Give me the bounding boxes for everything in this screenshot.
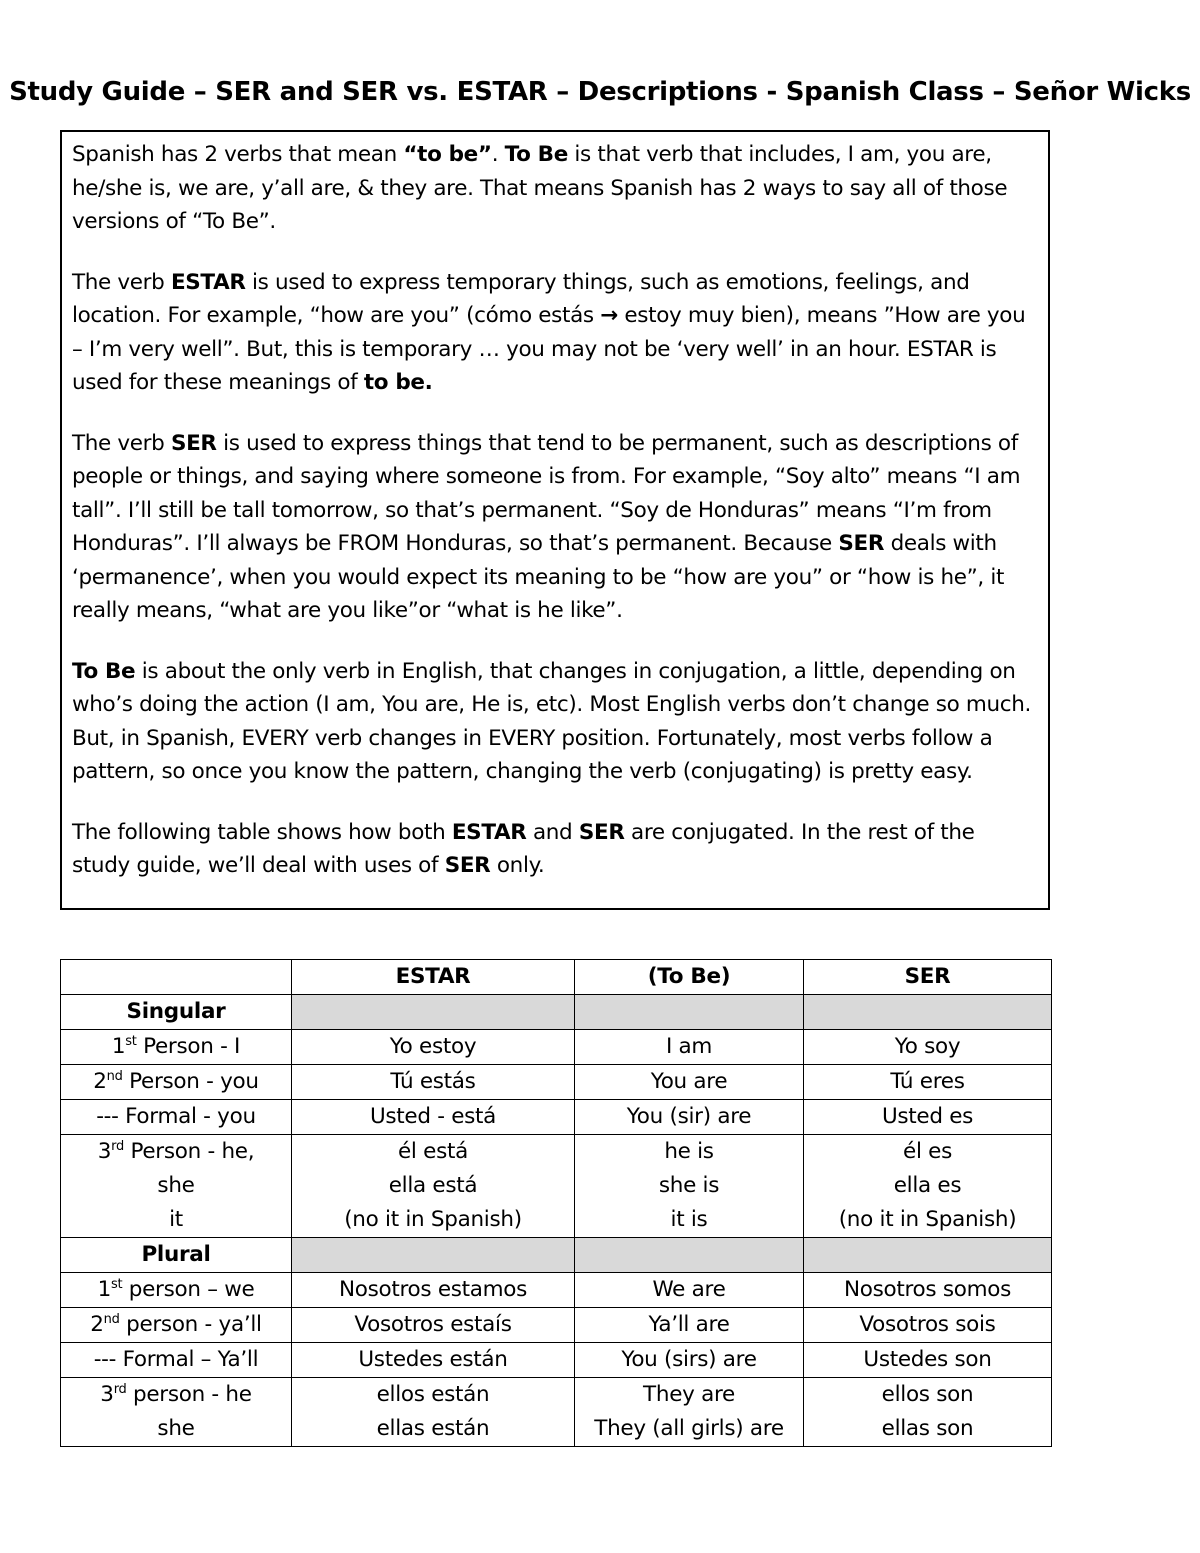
table-row [61,1065,1052,1100]
text: are conjugated. In the rest of the study guide, we’ll deal with uses of [72,819,975,878]
person-label: 2nd person - ya’ll [61,1308,292,1343]
person-label: --- Formal – Ya’ll [61,1343,292,1378]
estar-cell: Vosotros estaís [292,1308,575,1343]
person-label: 2nd Person - you [61,1065,292,1100]
estar-cell: Nosotros estamos [292,1273,575,1308]
ser-cell: Yo soy [804,1030,1052,1065]
shaded-cell [292,1238,575,1273]
tobe-cell: You are [575,1065,804,1100]
bold-text: To Be [72,658,136,684]
ser-cell: él es ella es (no it in Spanish) [804,1135,1052,1238]
bold-text: SER [578,819,625,845]
section-row-singular [61,995,1052,1030]
estar-cell: él está ella está (no it in Spanish) [292,1135,575,1238]
ser-cell: Usted es [804,1100,1052,1135]
text: is about the only verb in English, that changes in conjugation, a little, depending on who’s doing the action (I am, You are, He is, etc). Most English verbs don’t change so much. But, in Spanish, EVERY verb changes in EVERY position. Fortunately, most verbs follow a pattern, so once you know the pattern, changing the verb (conjugating) is pretty easy. [72,658,1031,784]
table-row [61,1030,1052,1065]
person-label: 3rd person - he she [61,1378,292,1447]
ser-cell: Vosotros sois [804,1308,1052,1343]
text: is used to express things that tend to be permanent, such as descriptions of people or things, and saying where someone is from. For example, “Soy alto” means “I am tall”. I’ll still be tall tomorrow, so that’s permanent. “Soy de Honduras” means “I’m from Honduras”. I’ll always be FROM Honduras, so that’s permanent. Because [72,430,1021,556]
shaded-cell [575,995,804,1030]
shaded-cell [804,995,1052,1030]
intro-box [60,130,1050,910]
text: only. [490,853,545,878]
header-cell: ESTAR [292,960,575,995]
header-cell: SER [804,960,1052,995]
text: and [526,819,579,845]
person-label: 1st person – we [61,1273,292,1308]
person-label: 3rd Person - he, she it [61,1135,292,1238]
shaded-cell [575,1238,804,1273]
table-row [61,1100,1052,1135]
bold-text: SER [170,430,217,456]
estar-cell: Usted - está [292,1100,575,1135]
section-label: Singular [61,995,292,1030]
tobe-cell: They are They (all girls) are [575,1378,804,1447]
header-cell: (To Be) [575,960,804,995]
text: The verb [72,269,171,295]
table-row [61,1308,1052,1343]
text: Spanish has 2 verbs that mean [72,142,404,167]
intro-paragraph-3 [72,427,1038,628]
section-row-plural [61,1238,1052,1273]
intro-paragraph-2 [72,266,1038,400]
tobe-cell: We are [575,1273,804,1308]
tobe-cell: he is she is it is [575,1135,804,1238]
estar-cell: Ustedes están [292,1343,575,1378]
estar-cell: ellos están ellas están [292,1378,575,1447]
table-row [61,1378,1052,1447]
bold-text: ESTAR [451,819,527,845]
text: estoy muy bien), means ”How are you – I’m very well”. But, this is temporary … you may not be ‘very well’ in an hour. ESTAR is used for these meanings of [72,303,1026,395]
ser-cell: Nosotros somos [804,1273,1052,1308]
text: . [491,142,505,167]
bold-text: To Be [504,142,568,167]
person-label: 1st Person - I [61,1030,292,1065]
ser-cell: ellos son ellas son [804,1378,1052,1447]
text: The following table shows how both [72,819,452,845]
shaded-cell [804,1238,1052,1273]
person-label: --- Formal - you [61,1100,292,1135]
table-row [61,1135,1052,1238]
text: is used to express temporary things, such as emotions, feelings, and location. For example, “how are you” (cómo estás [72,269,970,328]
intro-paragraph-4 [72,655,1038,789]
bold-text: ESTAR [170,269,246,295]
tobe-cell: Ya’ll are [575,1308,804,1343]
tobe-cell: You (sir) are [575,1100,804,1135]
bold-text: “to be” [403,142,492,167]
bold-text: SER [444,853,491,878]
text: deals with ‘permanence’, when you would expect its meaning to be “how are you” or “how is he”, it really means, “what are you like”or “what is he like”. [72,531,1005,623]
table-header-row [61,960,1052,995]
right-arrow-icon: → [600,303,618,328]
estar-cell: Yo estoy [292,1030,575,1065]
text: The verb [72,430,171,456]
bold-text: SER [838,531,885,556]
text: is that verb that includes, I am, you are, he/she is, we are, y’all are, & they are. That means Spanish has 2 ways to say all of those versions of “To Be”. [72,142,1008,234]
bold-text: to be. [363,370,433,395]
ser-cell: Ustedes son [804,1343,1052,1378]
ser-cell: Tú eres [804,1065,1052,1100]
section-label: Plural [61,1238,292,1273]
conjugation-table [60,959,1052,1447]
table-row [61,1343,1052,1378]
tobe-cell: I am [575,1030,804,1065]
header-cell [61,960,292,995]
table-row [61,1273,1052,1308]
tobe-cell: You (sirs) are [575,1343,804,1378]
intro-paragraph-5 [72,816,1038,883]
shaded-cell [292,995,575,1030]
estar-cell: Tú estás [292,1065,575,1100]
intro-paragraph-1 [72,138,1038,239]
page-title: Study Guide – SER and SER vs. ESTAR – Descriptions - Spanish Class – Señor Wicks [9,77,1191,107]
